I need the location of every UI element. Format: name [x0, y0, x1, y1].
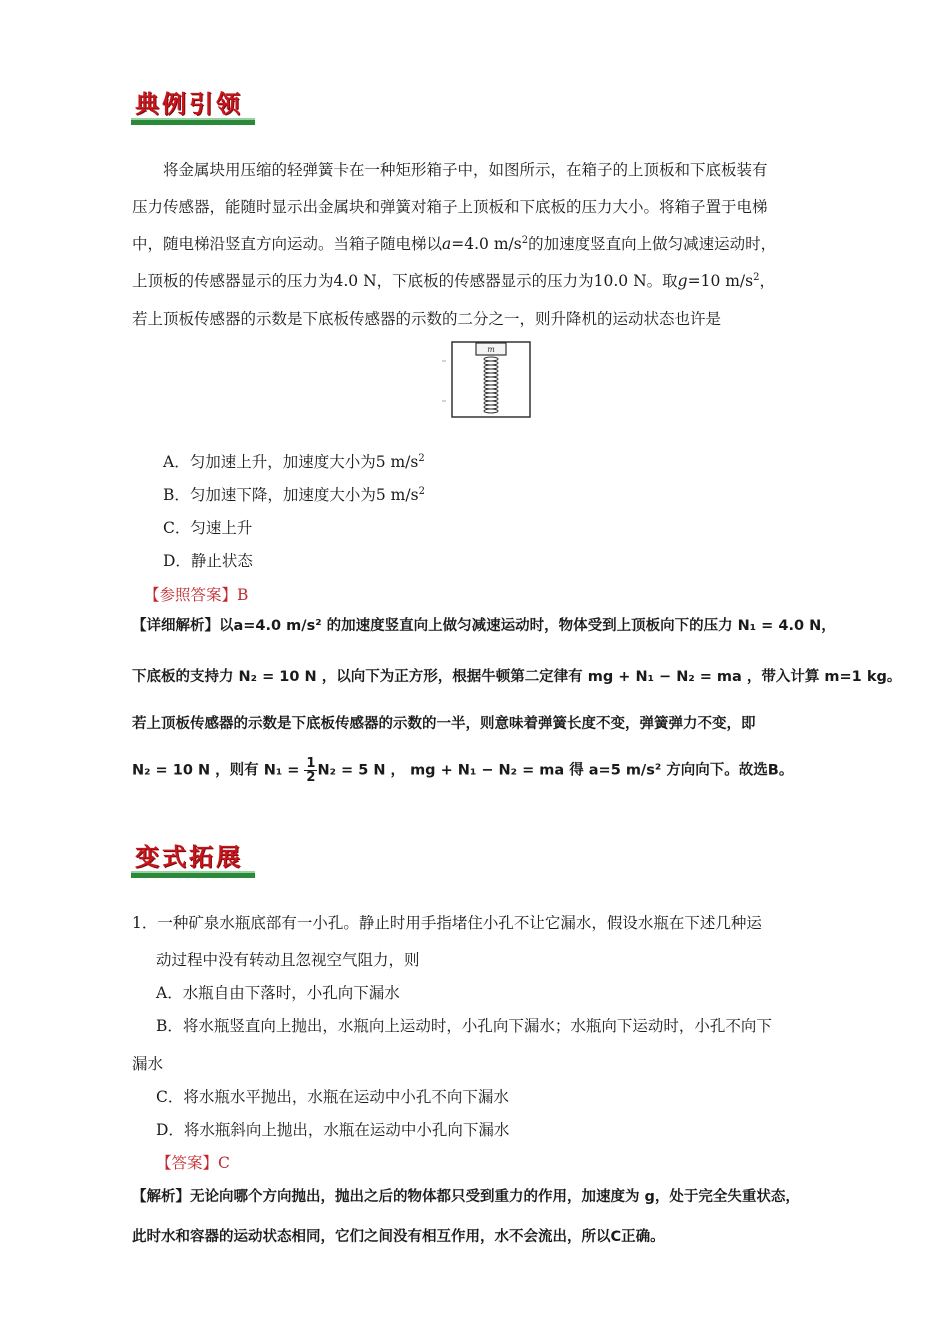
- option-c: C．匀速上升: [163, 519, 253, 537]
- spring-box-figure: [442, 341, 532, 419]
- question-1-option-b: B．将水瓶竖直向上抛出，水瓶向上运动时，小孔向下漏水；水瓶向下运动时，小孔不向下: [156, 1017, 772, 1035]
- example-para-line-3: [132, 234, 776, 254]
- example-para-line-5: 若上顶板传感器的示数是下底板传感器的示数的二分之一，则升降机的运动状态也许是: [132, 310, 722, 328]
- analysis-label: 【详细解析】: [132, 618, 219, 634]
- answer-label: 【参照答案】: [144, 586, 238, 604]
- text-segment: 中，随电梯沿竖直方向运动。当箱子随电梯以: [132, 235, 443, 253]
- superscript: 2: [418, 486, 425, 497]
- variable-g: g: [677, 272, 688, 290]
- option-b: [163, 485, 425, 505]
- question-1-option-b-cont: 漏水: [132, 1055, 164, 1073]
- option-b-text: B．匀加速下降，加速度大小为5 m/s: [163, 486, 419, 504]
- analysis-text: N₂ = 10 N ，则有 N₁ =: [132, 762, 305, 779]
- question-1-answer: [156, 1153, 230, 1173]
- fraction-numerator: 1: [306, 756, 316, 771]
- section-banner-example: [131, 77, 255, 125]
- option-d: D．静止状态: [163, 552, 253, 570]
- variable-a: a: [442, 235, 452, 253]
- analysis-text: 以a=4.0 m/s² 的加速度竖直向上做匀减速运动时，物体受到上顶板向下的压力 N₁ = 4.0 N，: [219, 618, 836, 634]
- superscript: 2: [521, 235, 529, 246]
- analysis-text: 无论向哪个方向抛出，抛出之后的物体都只受到重力的作用，加速度为 g，处于完全失重状态，: [190, 1189, 800, 1205]
- analysis-line-3: 若上顶板传感器的示数是下底板传感器的示数的一半，则意味着弹簧长度不变，弹簧弹力不变，即: [132, 716, 756, 732]
- option-a-text: A．匀加速上升，加速度大小为5 m/s: [163, 453, 419, 471]
- text-segment: =10 m/s: [687, 272, 754, 290]
- analysis-label: 【解析】: [132, 1189, 190, 1205]
- section-banner-extension-text: 变式拓展: [135, 843, 243, 871]
- superscript: 2: [418, 453, 425, 464]
- analysis-text: N₂ = 5 N ， mg + N₁ − N₂ = ma 得 a=5 m/s² 方向向下。故选B。: [317, 762, 794, 779]
- analysis-line-1: [132, 616, 836, 636]
- example-para-line-4: [132, 271, 775, 291]
- banner-underline: [131, 120, 255, 125]
- example-para-line-2: 压力传感器，能随时显示出金属块和弹簧对箱子上顶板和下底板的压力大小。将箱子置于电梯: [132, 198, 768, 216]
- answer-value: C: [218, 1154, 230, 1172]
- question-1-stem-line-1: 1．一种矿泉水瓶底部有一小孔。静止时用手指堵住小孔不让它漏水，假设水瓶在下述几种运: [132, 914, 762, 932]
- reference-answer: [144, 585, 248, 605]
- analysis-line-2: 下底板的支持力 N₂ = 10 N ，以向下为正方形，根据牛顿第二定律有 mg + N₁ − N₂ = ma ，带入计算 m=1 kg。: [132, 669, 902, 685]
- text-segment: =4.0 m/s: [451, 235, 522, 253]
- text-segment: 上顶板的传感器显示的压力为4.0 N，下底板的传感器显示的压力为10.0 N。取: [132, 272, 678, 290]
- question-1-option-d: D．将水瓶斜向上抛出，水瓶在运动中小孔向下漏水: [156, 1121, 510, 1139]
- question-1-option-a: A．水瓶自由下落时，小孔向下漏水: [156, 984, 400, 1002]
- question-1-option-c: C．将水瓶水平抛出，水瓶在运动中小孔不向下漏水: [156, 1088, 509, 1106]
- fraction-one-half: [304, 757, 317, 784]
- section-banner-extension: [131, 830, 255, 878]
- example-para-line-1: 将金属块用压缩的轻弹簧卡在一种矩形箱子中，如图所示，在箱子的上顶板和下底板装有: [163, 161, 768, 179]
- section-banner-example-text: 典例引领: [135, 90, 243, 118]
- text-segment: 的加速度竖直向上做匀减速运动时，: [528, 235, 777, 253]
- analysis-line-4: [132, 757, 793, 784]
- answer-value: B: [237, 586, 249, 604]
- fraction-denominator: 2: [306, 770, 316, 785]
- answer-label: 【答案】: [156, 1154, 219, 1172]
- text-segment: ，: [759, 272, 775, 290]
- question-1-stem-line-2: 动过程中没有转动且忽视空气阻力，则: [156, 951, 420, 969]
- superscript: 2: [753, 272, 760, 283]
- banner-underline: [131, 873, 255, 878]
- question-1-analysis-line-1: [132, 1187, 800, 1207]
- question-1-analysis-line-2: 此时水和容器的运动状态相同，它们之间没有相互作用，水不会流出，所以C正确。: [132, 1229, 665, 1245]
- option-a: [163, 452, 425, 472]
- mass-label: m: [487, 345, 495, 354]
